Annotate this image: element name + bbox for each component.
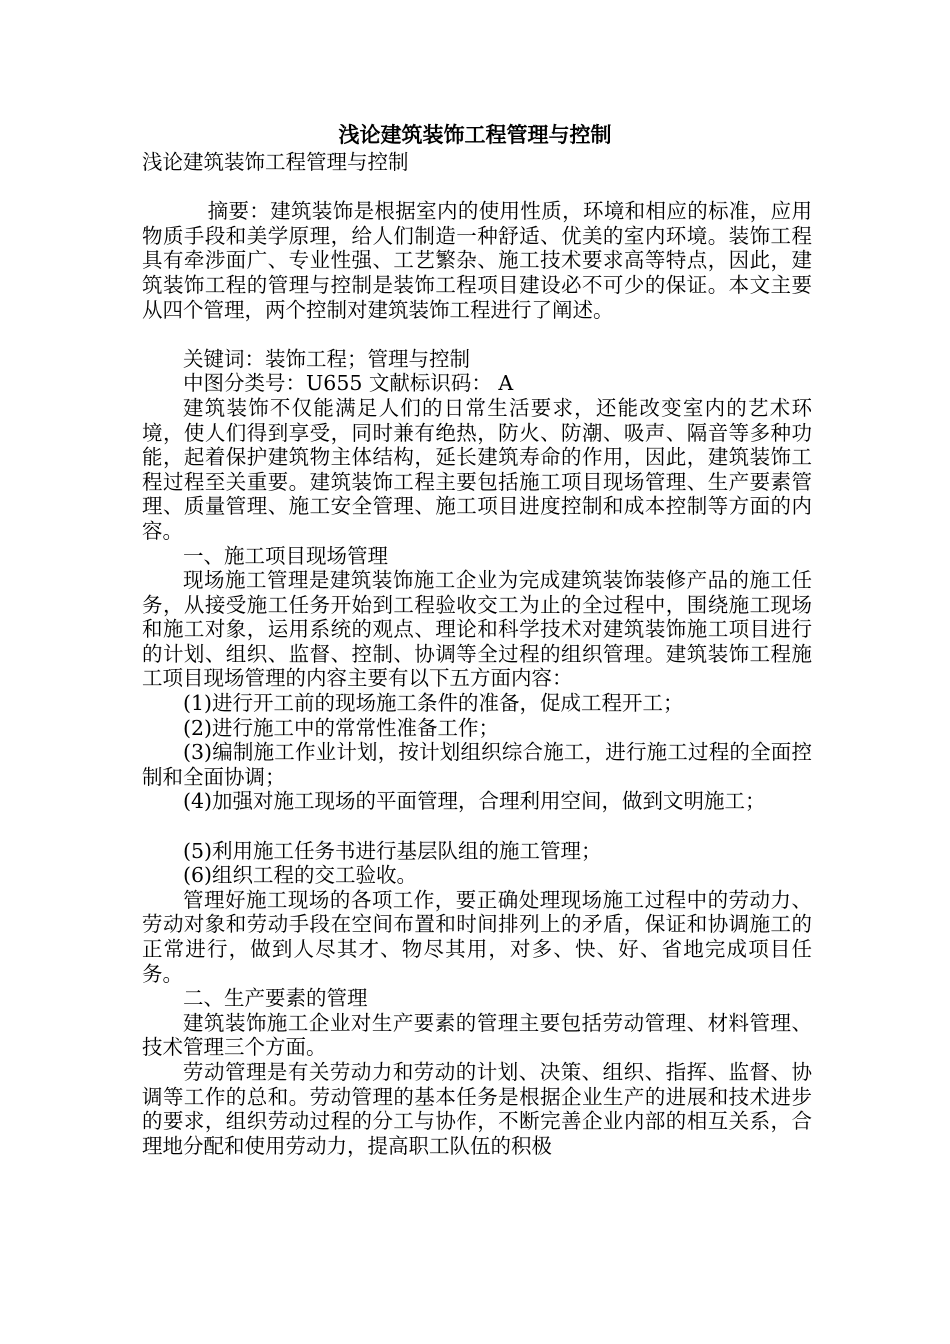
- list-item: (2)进行施工中的常常性准备工作；: [183, 715, 500, 740]
- classification-line: 中图分类号：U655 文献标识码： A: [183, 371, 514, 396]
- document-subtitle: 浅论建筑装饰工程管理与控制: [142, 150, 409, 174]
- section1-paragraph: 现场施工管理是建筑装饰施工企业为完成建筑装饰装修产品的施工任务，从接受施工任务开始到工程验收交工为止的全过程中，围绕施工现场和施工对象，运用系统的观点、理论和科学技术对建筑装饰施工项目进行的计划、组织、监督、控制、协调等全过程的组织管理。建筑装饰工程施工项目现场管理的内容主要有以下五方面内容：: [142, 568, 812, 691]
- spacer: [142, 322, 812, 347]
- section-heading: 二、生产要素的管理: [183, 986, 368, 1011]
- section-heading: 一、施工项目现场管理: [183, 543, 388, 568]
- spacer: [142, 175, 812, 200]
- document-title: 浅论建筑装饰工程管理与控制: [338, 123, 612, 147]
- list-item: (1)进行开工前的现场施工条件的准备，促成工程开工；: [183, 691, 684, 716]
- list-item: (3)编制施工作业计划，按计划组织综合施工，进行施工过程的全面控制和全面协调；: [142, 740, 812, 789]
- abstract-paragraph: 摘要：建筑装饰是根据室内的使用性质，环境和相应的标准，应用物质手段和美学原理，给人们制造一种舒适、优美的室内环境。装饰工程具有牵涉面广、专业性强、工艺繁杂、施工技术要求高等特点，因此，建筑装饰工程的管理与控制是装饰工程项目建设必不可少的保证。本文主要从四个管理，两个控制对建筑装饰工程进行了阐述。: [142, 199, 812, 322]
- section2-paragraph: 建筑装饰施工企业对生产要素的管理主要包括劳动管理、材料管理、技术管理三个方面。: [142, 1010, 812, 1060]
- keywords-line: 关键词：装饰工程；管理与控制: [183, 346, 470, 371]
- list-item: (6)组织工程的交工验收。: [183, 863, 418, 888]
- section1-summary-paragraph: 管理好施工现场的各项工作，要正确处理现场施工过程中的劳动力、劳动对象和劳动手段在空间布置和时间排列上的矛盾，保证和协调施工的正常进行，做到人尽其才、物尽其用，对多、快、好、省地完成项目任务。: [142, 887, 812, 986]
- intro-paragraph: 建筑装饰不仅能满足人们的日常生活要求，还能改变室内的艺术环境，使人们得到享受，同时兼有绝热，防火、防潮、吸声、隔音等多种功能，起着保护建筑物主体结构，延长建筑寿命的作用，因此，建筑装饰工程过程至关重要。建筑装饰工程主要包括施工项目现场管理、生产要素管理、质量管理、施工安全管理、施工项目进度控制和成本控制等方面的内容。: [142, 395, 812, 543]
- list-item: (5)利用施工任务书进行基层队组的施工管理；: [183, 838, 602, 863]
- list-item: (4)加强对施工现场的平面管理，合理利用空间，做到文明施工；: [183, 789, 766, 814]
- section2-paragraph: 劳动管理是有关劳动力和劳动的计划、决策、组织、指挥、监督、协调等工作的总和。劳动管理的基本任务是根据企业生产的进展和技术进步的要求，组织劳动过程的分工与协作，不断完善企业内部的相互关系，合理地分配和使用劳动力，提高职工队伍的积极: [142, 1059, 812, 1158]
- document-body: [142, 150, 812, 1158]
- spacer: [142, 814, 812, 839]
